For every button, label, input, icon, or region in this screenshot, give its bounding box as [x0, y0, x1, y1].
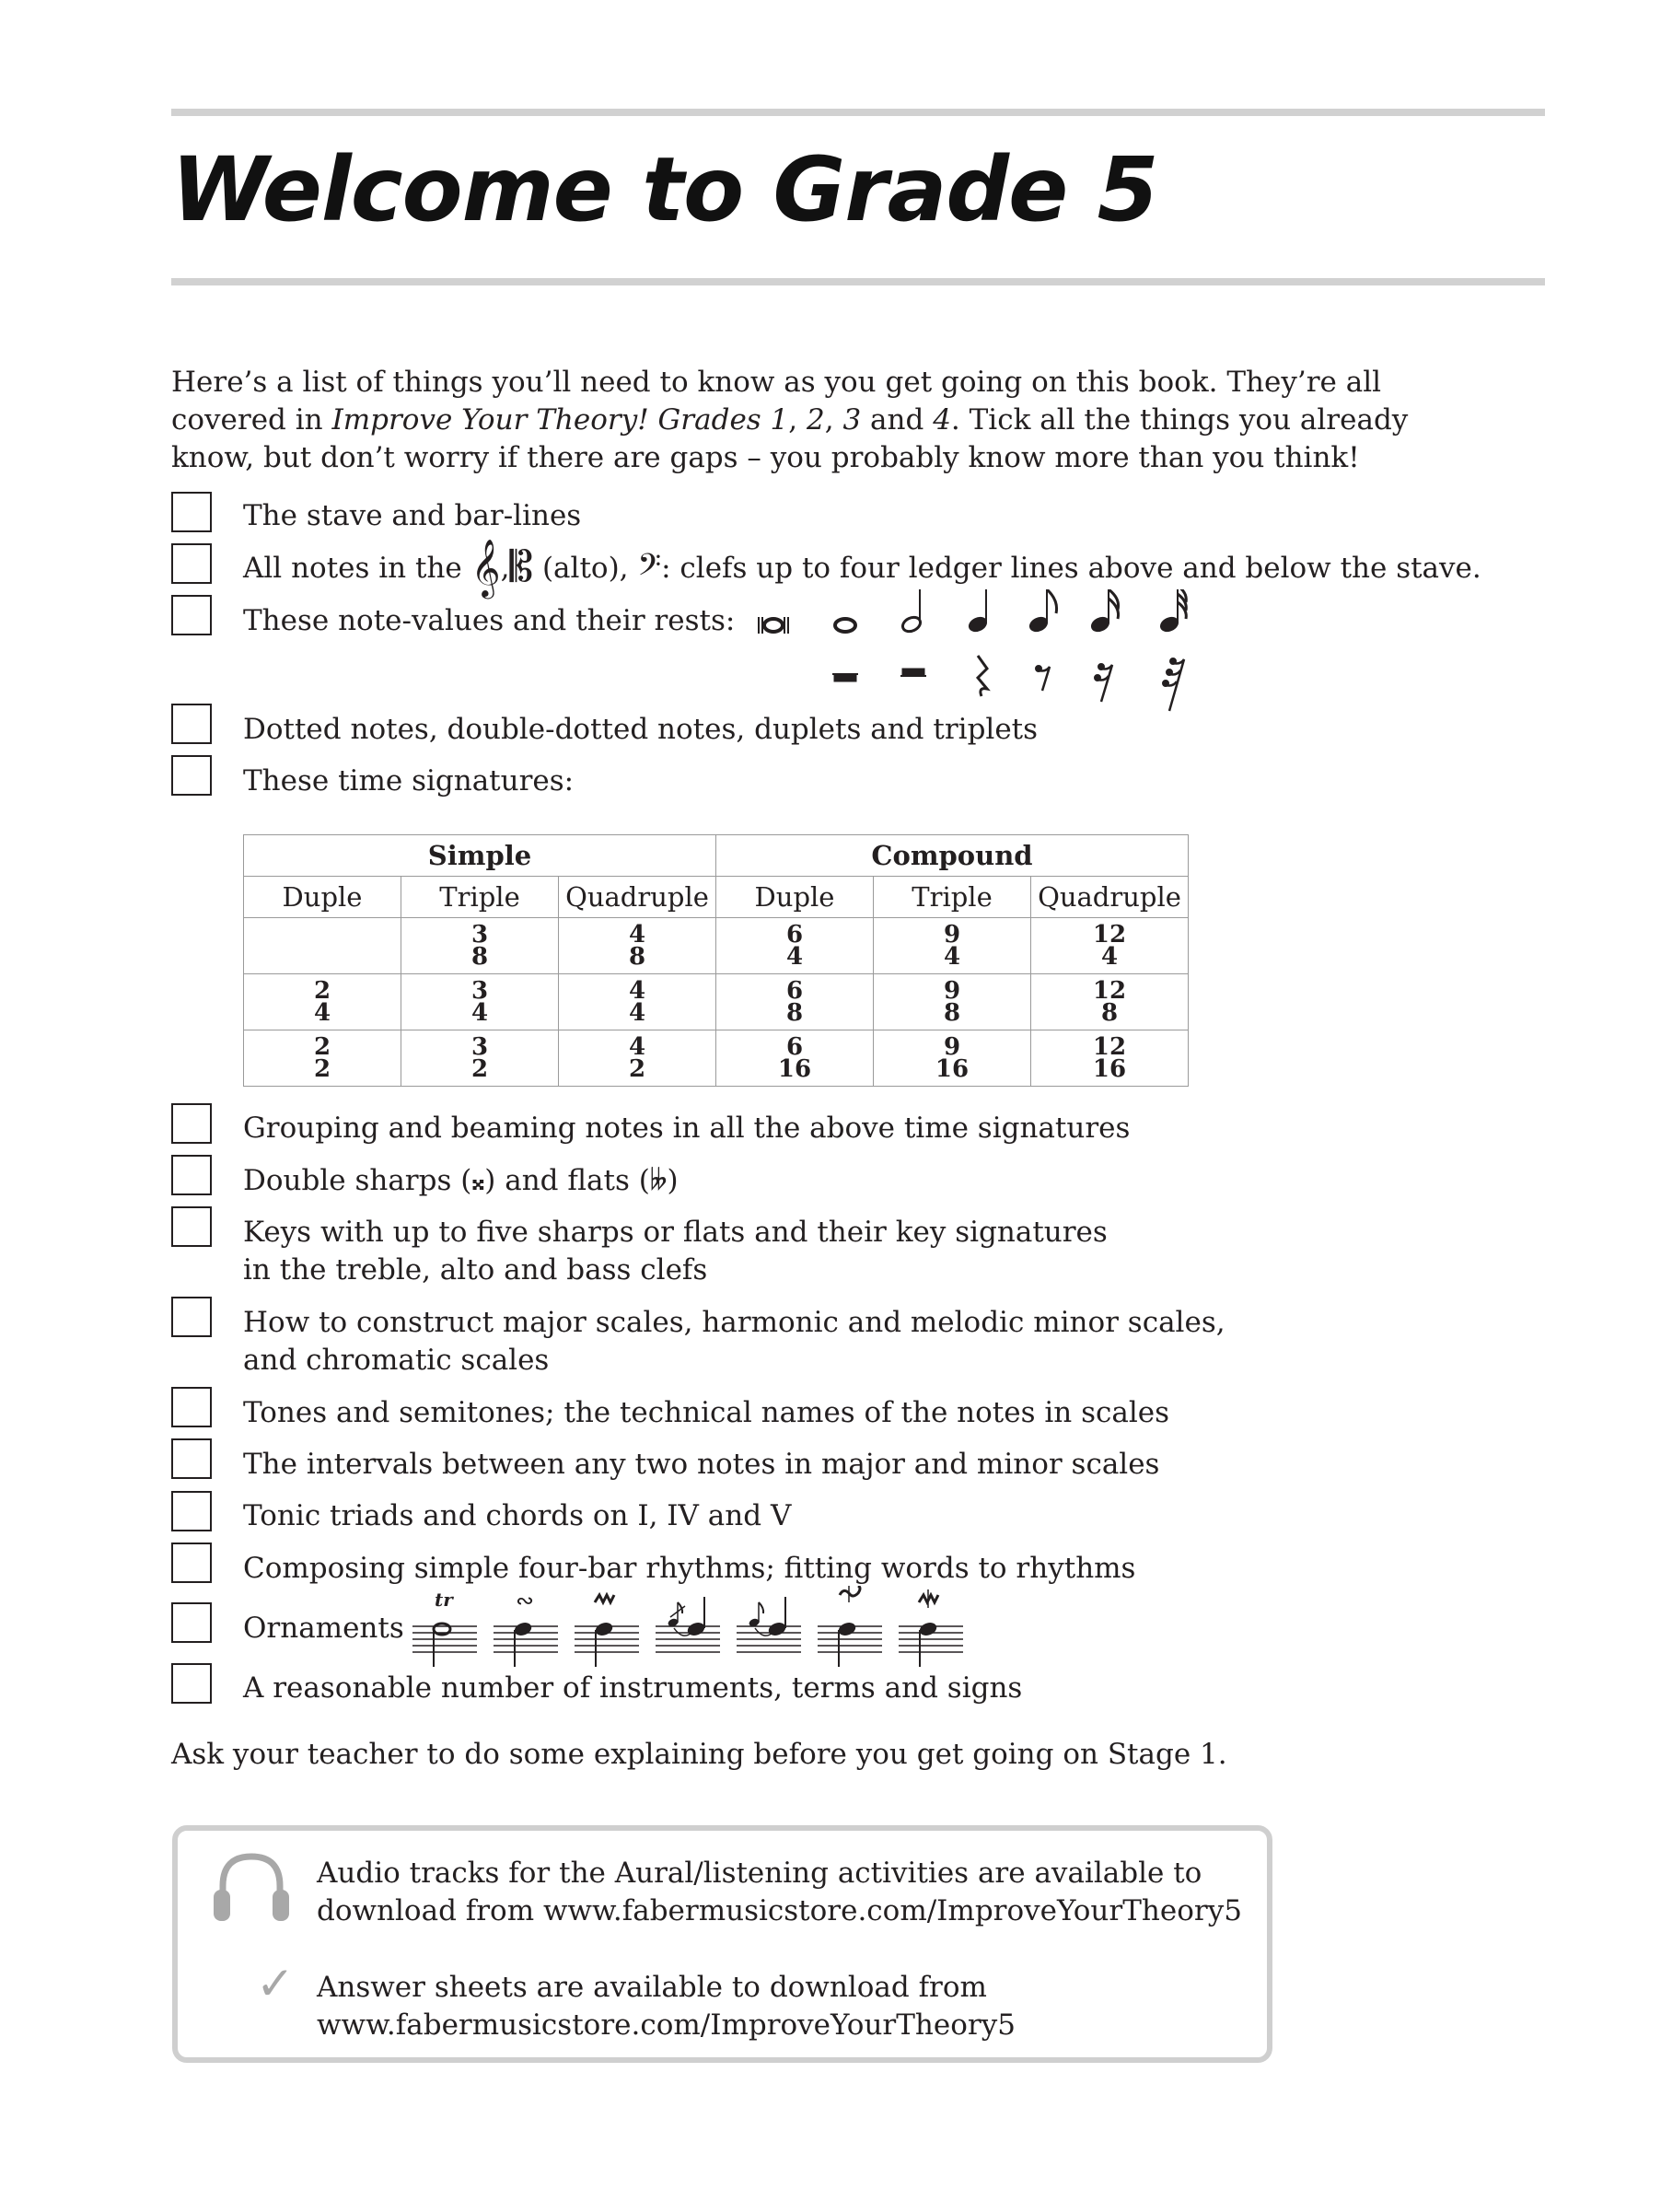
item-composing: Composing simple four-bar rhythms; fitting words to rhythms	[243, 1552, 1136, 1585]
alto-clef-icon: 𝄡	[509, 541, 534, 591]
checkbox-double-sharps[interactable]	[171, 1155, 212, 1195]
checkmark-icon: ✓	[256, 1957, 295, 2010]
item-note-values: These note-values and their rests:	[243, 604, 736, 637]
intro-book-title: Improve Your Theory! Grades 1	[331, 403, 789, 437]
keys-line-1: Keys with up to five sharps or flats and their key signatures	[243, 1216, 1108, 1249]
item-dotted: Dotted notes, double-dotted notes, duplets and triplets	[243, 713, 1039, 746]
checkbox-time-signatures[interactable]	[171, 755, 212, 796]
ornaments-illustration	[411, 1586, 963, 1674]
item-tones: Tones and semitones; the technical names of the notes in scales	[243, 1396, 1170, 1429]
semiquaver-note-icon	[1089, 589, 1119, 634]
table-column-header: Quadruple	[1031, 877, 1189, 918]
demisemiquaver-rest-icon	[1163, 658, 1185, 712]
item-time-signatures: These time signatures:	[243, 764, 575, 797]
table-cell: 6 4	[716, 918, 874, 974]
checkbox-instruments[interactable]	[171, 1663, 212, 1704]
checkbox-stave[interactable]	[171, 492, 212, 532]
table-column-header: Triple	[401, 877, 559, 918]
scales-line-1: How to construct major scales, harmonic and melodic minor scales,	[243, 1306, 1225, 1339]
checkbox-intervals[interactable]	[171, 1438, 212, 1479]
minim-rest-icon	[902, 669, 924, 676]
checkbox-grouping[interactable]	[171, 1103, 212, 1144]
table-cell: 2 4	[244, 974, 401, 1030]
table-cell: 6 8	[716, 974, 874, 1030]
clefs-prefix: All notes in the	[243, 552, 462, 585]
table-cell: 3 4	[401, 974, 559, 1030]
semiquaver-rest-icon	[1095, 664, 1113, 703]
scales-line-2: and chromatic scales	[243, 1344, 550, 1377]
turn-ornament-icon	[494, 1588, 558, 1667]
item-scales	[243, 1304, 1225, 1380]
table-cell: 6 16	[716, 1030, 874, 1087]
checkbox-clefs[interactable]	[171, 543, 212, 584]
checkbox-tones[interactable]	[171, 1387, 212, 1427]
answers-line-1: Answer sheets are available to download from	[317, 1971, 987, 2004]
clefs-suffix: clefs up to four ledger lines above and below the stave.	[680, 552, 1481, 585]
checkbox-dotted[interactable]	[171, 704, 212, 744]
crotchet-rest-icon	[978, 656, 987, 696]
table-cell: 9 16	[874, 1030, 1031, 1087]
checkbox-keys[interactable]	[171, 1206, 212, 1247]
note-values-illustration	[737, 589, 1215, 718]
semibreve-note-icon	[835, 619, 855, 632]
intro-text-1: Here’s a list of things you’ll need to know as you get going on this book. They’re all covered in	[171, 366, 1382, 437]
closing-note: Ask your teacher to do some explaining before you get going on Stage 1.	[171, 1738, 1227, 1771]
table-column-header: Duple	[716, 877, 874, 918]
answers-download-link[interactable]: www.fabermusicstore.com/ImproveYourTheory5	[317, 2008, 1016, 2042]
table-row	[244, 1030, 1189, 1087]
table-cell: 2 2	[244, 1030, 401, 1087]
checkbox-ornaments[interactable]	[171, 1602, 212, 1643]
breve-note-icon	[759, 617, 788, 634]
crotchet-note-icon	[967, 589, 989, 634]
lower-mordent-icon	[899, 1589, 963, 1667]
item-double-sharps: Double sharps (𝄪) and flats (𝄫)	[243, 1164, 679, 1197]
table-column-header: Triple	[874, 877, 1031, 918]
checkbox-note-values[interactable]	[171, 595, 212, 635]
acciaccatura-icon	[656, 1597, 720, 1652]
trill-ornament-icon	[412, 1589, 477, 1667]
item-ornaments: Ornaments	[243, 1612, 404, 1645]
intro-grade-3: 3	[842, 403, 862, 437]
item-instruments: A reasonable number of instruments, terms and signs	[243, 1671, 1023, 1705]
intro-grade-2: 2	[807, 403, 825, 437]
audio-info-text	[317, 1855, 1242, 1930]
item-keys	[243, 1214, 1108, 1289]
time-signatures-table	[243, 834, 1189, 1087]
quaver-note-icon	[1028, 589, 1057, 634]
table-cell: 4 8	[559, 918, 716, 974]
intro-sep: ,	[788, 403, 807, 437]
treble-clef-icon: 𝄞	[470, 539, 501, 597]
table-cell: 4 4	[559, 974, 716, 1030]
table-group-compound: Compound	[716, 835, 1189, 877]
item-triads: Tonic triads and chords on I, IV and V	[243, 1499, 792, 1532]
svg-text:∾: ∾	[516, 1588, 535, 1613]
table-cell: 3 2	[401, 1030, 559, 1087]
table-cell: 3 8	[401, 918, 559, 974]
table-cell: 12 8	[1031, 974, 1189, 1030]
checkbox-composing[interactable]	[171, 1543, 212, 1583]
keys-line-2: in the treble, alto and bass clefs	[243, 1253, 708, 1286]
svg-text:tr: tr	[435, 1589, 453, 1611]
bass-clef-icon: 𝄢	[637, 548, 662, 590]
table-row	[244, 918, 1189, 974]
intro-paragraph	[171, 364, 1460, 477]
item-clefs: All notes in the 𝄞,𝄡 (alto), 𝄢: clefs up to four ledger lines above and below the stave.	[243, 539, 1481, 597]
semibreve-rest-icon	[834, 674, 856, 681]
title-underline-rule	[171, 278, 1545, 285]
demisemiquaver-note-icon	[1158, 589, 1186, 634]
item-intervals: The intervals between any two notes in major and minor scales	[243, 1448, 1160, 1481]
table-column-header: Quadruple	[559, 877, 716, 918]
table-cell: 9 4	[874, 918, 1031, 974]
quaver-rest-icon	[1036, 666, 1051, 692]
minim-note-icon	[900, 589, 923, 634]
top-rule	[171, 109, 1545, 116]
table-row	[244, 974, 1189, 1030]
intro-grade-4: 4	[933, 403, 951, 437]
table-cell: 12 4	[1031, 918, 1189, 974]
intro-text-2: . Tick all the things you already know, but don’t worry if there are gaps – you probably know more than you think!	[171, 403, 1409, 474]
table-cell: 9 8	[874, 974, 1031, 1030]
audio-line-1: Audio tracks for the Aural/listening activities are available to	[317, 1857, 1202, 1890]
table-group-simple: Simple	[244, 835, 716, 877]
checkbox-triads[interactable]	[171, 1491, 212, 1531]
audio-download-link[interactable]: download from www.fabermusicstore.com/ImproveYourTheory5	[317, 1894, 1242, 1927]
item-stave: The stave and bar-lines	[243, 499, 582, 532]
page-title: Welcome to Grade 5	[171, 138, 1158, 241]
headphones-icon	[210, 1847, 293, 1925]
answers-info-text	[317, 1969, 1016, 2044]
checkbox-scales[interactable]	[171, 1297, 212, 1337]
appoggiatura-icon	[737, 1597, 801, 1652]
table-cell: 4 2	[559, 1030, 716, 1087]
intro-and: and	[861, 403, 934, 437]
alto-label: (alto),	[541, 552, 629, 585]
table-cell	[244, 918, 401, 974]
item-grouping: Grouping and beaming notes in all the above time signatures	[243, 1112, 1131, 1145]
inverted-turn-icon	[818, 1586, 882, 1667]
table-column-header: Duple	[244, 877, 401, 918]
table-cell: 12 16	[1031, 1030, 1189, 1087]
intro-sep: ,	[824, 403, 843, 437]
upper-mordent-icon	[575, 1595, 639, 1667]
